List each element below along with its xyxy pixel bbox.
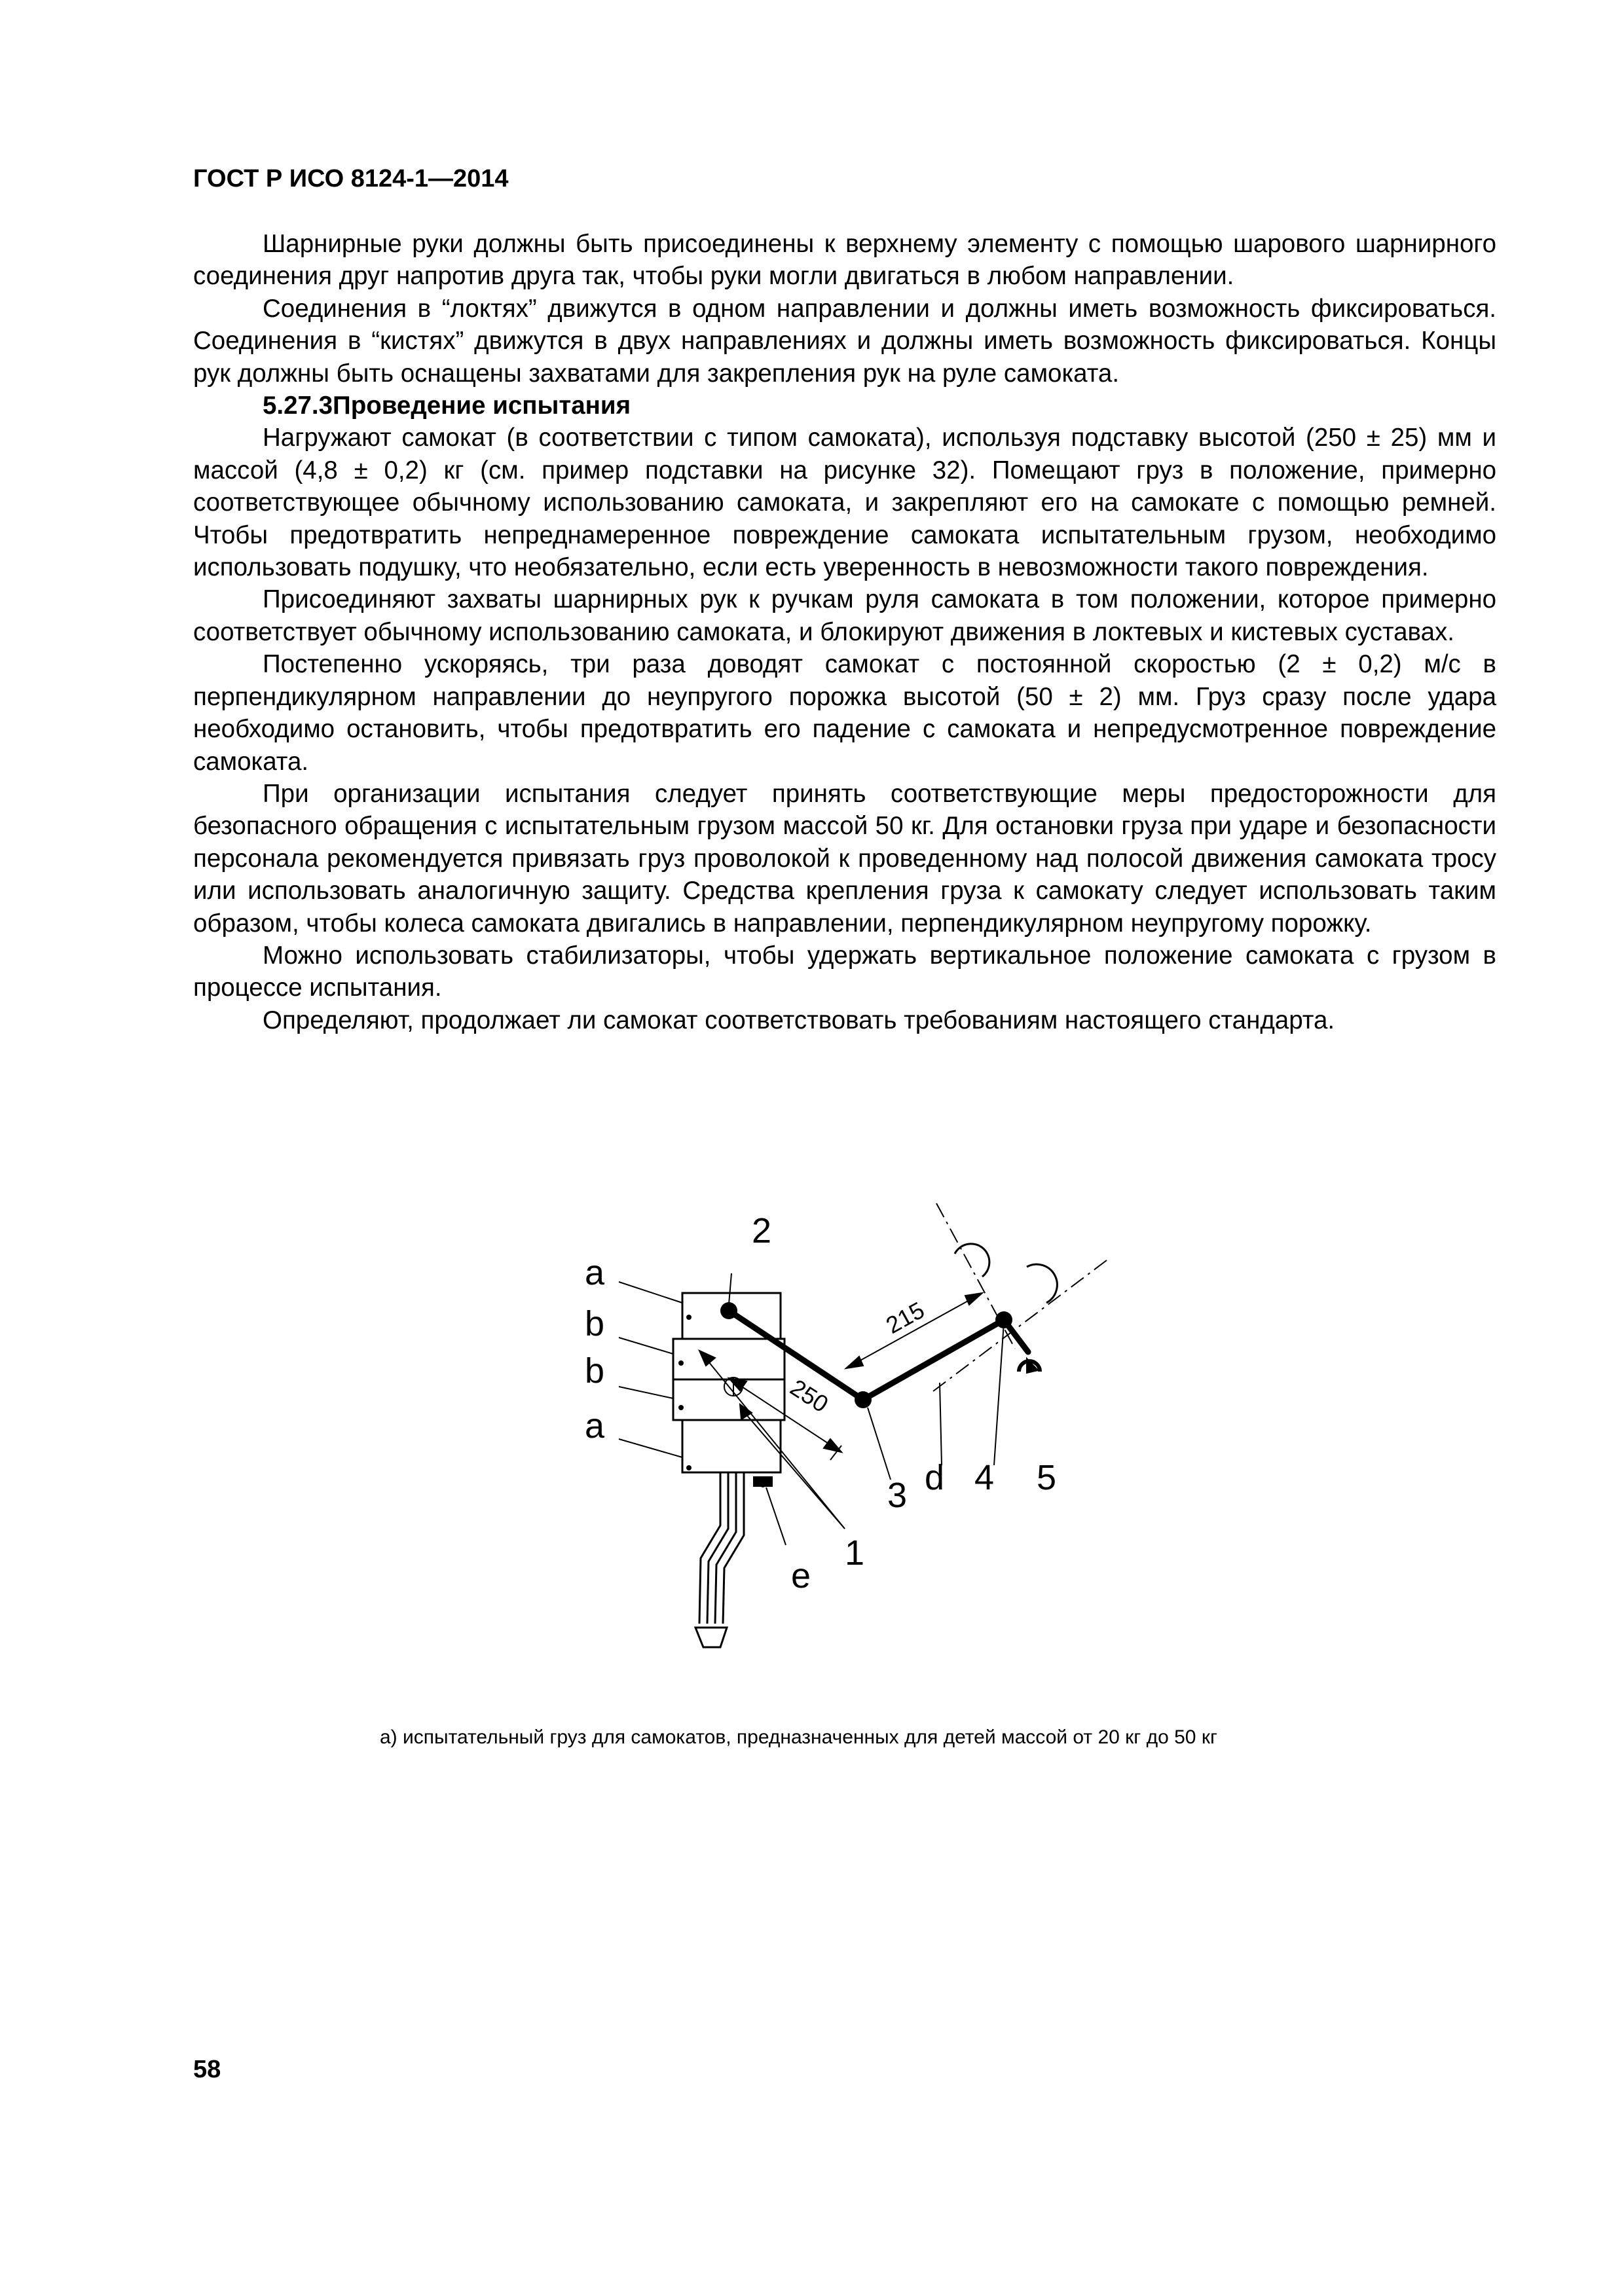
- label-a-top: a: [585, 1253, 605, 1292]
- paragraph: Нагружают самокат (в соответствии с типом самоката), используя подставку высотой (250 ± 25) мм и массой (4,8 ± 0,2) кг (см. пример подставки на рисунке 32). Помещают груз в положение, примерно соответствующее обычному использованию самоката, и закрепляют его на самокате с помощью ремней. Чтобы предотвратить непреднамеренное повреждение самоката испытательным грузом, необходимо использовать подушку, что необязательно, если есть уверенность в невозможности такого повреждения.: [193, 424, 1496, 582]
- page-number: 58: [193, 2056, 221, 2083]
- weight-stack: [673, 1293, 784, 1472]
- wrist-joint: [995, 1311, 1012, 1328]
- label-d: d: [925, 1458, 945, 1497]
- label-2: 2: [752, 1211, 772, 1250]
- paragraph: Соединения в “локтях” движутся в одном направлении и должны иметь возможность фиксироваться. Соединения в “кистях” движутся в двух направлениях и должны иметь возможность фиксироваться. Концы рук должны быть оснащены захватами для закрепления рук на руле самоката.: [193, 294, 1496, 388]
- label-b-upper: b: [585, 1304, 605, 1343]
- label-a-bottom: a: [585, 1406, 605, 1446]
- paragraph: Присоединяют захваты шарнирных рук к ручкам руля самоката в том положении, которое примерно соответствует обычному использованию самоката, и блокируют движения в локтевых и кистевых суставах.: [193, 585, 1496, 646]
- dimension-250: 250: [785, 1374, 834, 1418]
- cable-plug: [695, 1628, 727, 1647]
- paragraph: Определяют, продолжает ли самокат соответствовать требованиям настоящего стандарта.: [263, 1006, 1335, 1034]
- section-heading: 5.27.3Проведение испытания: [263, 392, 631, 420]
- elbow-joint: [855, 1391, 872, 1408]
- paragraph: Можно использовать стабилизаторы, чтобы удержать вертикальное положение самоката с грузом в процессе испытания.: [193, 941, 1496, 1002]
- figure-caption: а) испытательный груз для самокатов, предназначенных для детей массой от 20 кг до 50 кг: [380, 1726, 1217, 1748]
- cables: [699, 1472, 744, 1624]
- label-e: e: [791, 1556, 811, 1595]
- label-5: 5: [1037, 1458, 1057, 1497]
- block-b-lower: [673, 1379, 784, 1420]
- rotation-axes: [933, 1203, 1107, 1391]
- page-header: ГОСТ Р ИСО 8124-1—2014: [193, 165, 509, 192]
- label-4: 4: [974, 1458, 995, 1497]
- block-b-upper: [673, 1339, 784, 1379]
- paragraph: Постепенно ускоряясь, три раза доводят самокат с постоянной скоростью (2 ± 0,2) м/с в перпендикулярном направлении до неупругого порожка высотой (50 ± 2) мм. Груз сразу после удара необходимо остановить, чтобы предотвратить его падение с самоката и непредусмотренное повреждение самоката.: [193, 650, 1496, 776]
- paragraph: При организации испытания следует принять соответствующие меры предосторожности для безопасного обращения с испытательным грузом массой 50 кг. Для остановки груза при ударе и безопасности персонала рекомендуется привязать груз проволокой к проведенному над полосой движения самоката тросу или использовать аналогичную защиту. Средства крепления груза к самокату следует использовать таким образом, чтобы колеса самоката двигались в направлении, перпендикулярном неупругому порожку.: [193, 779, 1496, 938]
- block-a-bottom: [682, 1420, 781, 1472]
- label-b-lower: b: [585, 1351, 605, 1391]
- paragraph: Шарнирные руки должны быть присоединены к верхнему элементу с помощью шарового шарнирного соединения друг напротив друга так, чтобы руки могли двигаться в любом направлении.: [193, 230, 1496, 291]
- rotation-arrows: [955, 1244, 1057, 1303]
- label-3: 3: [887, 1476, 908, 1515]
- shoulder-joint: [720, 1302, 737, 1319]
- dimension-215: 215: [881, 1296, 929, 1339]
- label-1: 1: [845, 1533, 865, 1573]
